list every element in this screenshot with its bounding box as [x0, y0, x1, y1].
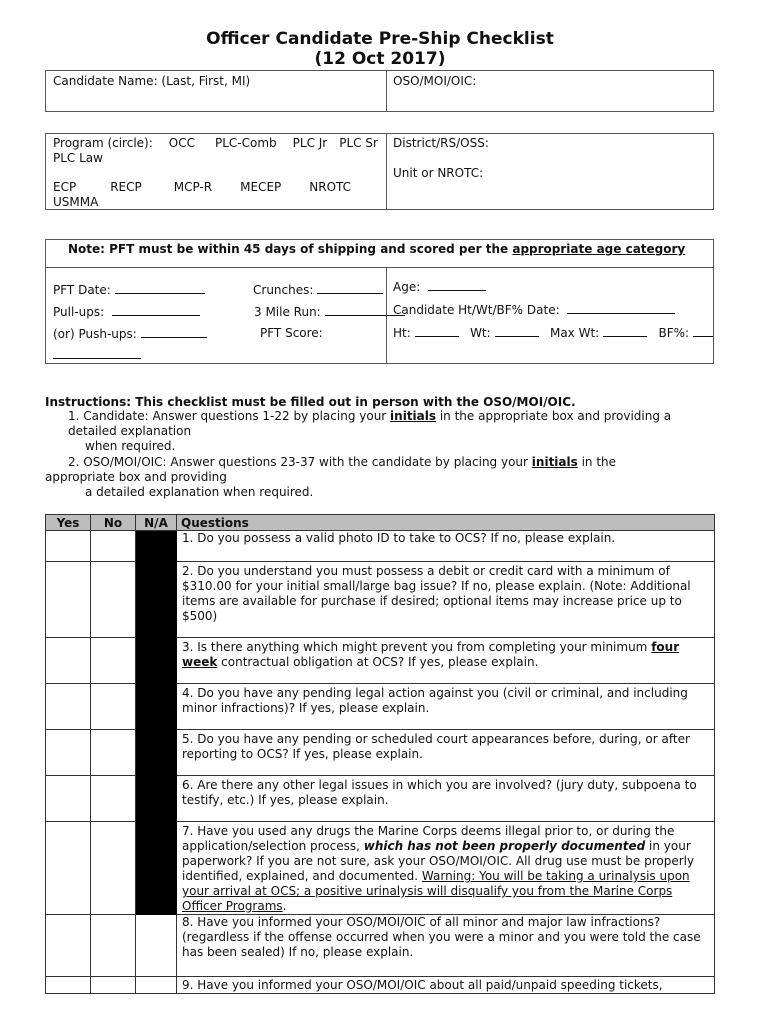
- col-yes: Yes: [46, 515, 91, 531]
- na-cell[interactable]: [136, 915, 177, 977]
- htwt-date-field[interactable]: Candidate Ht/Wt/BF% Date:: [393, 302, 675, 318]
- table-row: [46, 562, 715, 638]
- unit-field[interactable]: Unit or NROTC:: [393, 166, 484, 180]
- yes-cell[interactable]: [46, 638, 91, 684]
- program-plc-law[interactable]: PLC Law: [53, 151, 103, 165]
- na-cell: [136, 776, 177, 822]
- program-plc-sr[interactable]: PLC Sr: [339, 136, 378, 150]
- table-row: [46, 684, 715, 730]
- program-mcp-r[interactable]: MCP-R: [173, 180, 213, 194]
- na-cell[interactable]: [136, 977, 177, 994]
- run-field[interactable]: 3 Mile Run:: [254, 304, 405, 320]
- yes-cell[interactable]: [46, 776, 91, 822]
- instruction-2-cont: a detailed explanation when required.: [85, 485, 314, 499]
- question-6: 6. Are there any other legal issues in which you are involved? (jury duty, subpoena to testify, etc.) If yes, please explain.: [177, 776, 715, 822]
- no-cell[interactable]: [91, 915, 136, 977]
- yes-cell[interactable]: [46, 562, 91, 638]
- question-9: 9. Have you informed your OSO/MOI/OIC about all paid/unpaid speeding tickets,: [177, 977, 715, 994]
- instruction-1-cont: when required.: [85, 439, 176, 453]
- table-row: [46, 776, 715, 822]
- program-mecep[interactable]: MECEP: [240, 180, 282, 194]
- question-7: 7. Have you used any drugs the Marine Corps deems illegal prior to, or during the application/selection process, which has not been properly documented in your paperwork? If you are not sure, ask your OSO/MOI/OIC. All drug use must be properly identified, explained, and documented. Warning: You will be taking a urinalysis upon your arrival at OCS; a positive urinalysis will disqualify you from the Marine Corps Officer Programs.: [177, 822, 715, 915]
- program-recp[interactable]: RECP: [110, 180, 142, 194]
- table-row: [46, 730, 715, 776]
- yes-cell[interactable]: [46, 822, 91, 915]
- blank-line: [53, 358, 141, 359]
- program-occ[interactable]: OCC: [168, 136, 195, 150]
- question-3: 3. Is there anything which might prevent you from completing your minimum four week contractual obligation at OCS? If yes, please explain.: [177, 638, 715, 684]
- na-cell: [136, 531, 177, 562]
- ht-wt-bf-row[interactable]: Ht: Wt: Max Wt: BF%:: [393, 325, 713, 341]
- crunches-field[interactable]: Crunches:: [253, 282, 383, 298]
- question-1: 1. Do you possess a valid photo ID to take to OCS? If no, please explain.: [177, 531, 715, 562]
- candidate-info-box: [45, 70, 714, 112]
- no-cell[interactable]: [91, 562, 136, 638]
- pft-score-field[interactable]: PFT Score:: [260, 326, 323, 340]
- table-header-row: [46, 515, 715, 531]
- oso-field[interactable]: OSO/MOI/OIC:: [393, 74, 477, 88]
- no-cell[interactable]: [91, 531, 136, 562]
- program-label: Program (circle):: [53, 136, 153, 150]
- col-no: No: [91, 515, 136, 531]
- program-row-1: [53, 136, 393, 151]
- yes-cell[interactable]: [46, 684, 91, 730]
- no-cell[interactable]: [91, 730, 136, 776]
- district-field[interactable]: District/RS/OSS:: [393, 136, 489, 150]
- question-2: 2. Do you understand you must possess a debit or credit card with a minimum of $310.00 for your initial small/large bag issue? If no, please explain. (Note: Additional items are available for purchase if desired; optional items may increase price up to $500): [177, 562, 715, 638]
- no-cell[interactable]: [91, 822, 136, 915]
- pullups-field[interactable]: Pull-ups:: [53, 304, 200, 320]
- question-4: 4. Do you have any pending legal action against you (civil or criminal, and including minor infractions)? If yes, please explain.: [177, 684, 715, 730]
- pft-date-field[interactable]: PFT Date:: [53, 282, 205, 298]
- candidate-name-field[interactable]: Candidate Name: (Last, First, MI): [53, 74, 251, 88]
- pft-note: Note: PFT must be within 45 days of shipping and scored per the appropriate age category: [68, 242, 686, 256]
- age-category-link[interactable]: appropriate age category: [512, 242, 686, 256]
- na-cell: [136, 822, 177, 915]
- program-plc-jr[interactable]: PLC Jr: [292, 136, 328, 150]
- instruction-2: 2. OSO/MOI/OIC: Answer questions 23-37 with the candidate by placing your initials in the: [68, 455, 617, 469]
- yes-cell[interactable]: [46, 915, 91, 977]
- program-plc-comb[interactable]: PLC-Comb: [214, 136, 277, 150]
- yes-cell[interactable]: [46, 730, 91, 776]
- program-ecp[interactable]: ECP: [53, 180, 77, 194]
- instruction-2-cont: appropriate box and providing: [45, 470, 227, 484]
- instruction-1: 1. Candidate: Answer questions 1-22 by placing your initials in the appropriate box and providing a: [68, 409, 672, 423]
- table-row: [46, 531, 715, 562]
- yes-cell[interactable]: [46, 977, 91, 994]
- no-cell[interactable]: [91, 638, 136, 684]
- program-row-2: [53, 180, 383, 195]
- question-5: 5. Do you have any pending or scheduled court appearances before, during, or after reporting to OCS? If yes, please explain.: [177, 730, 715, 776]
- divider: [386, 71, 387, 111]
- table-row: [46, 822, 715, 915]
- no-cell[interactable]: [91, 684, 136, 730]
- program-nrotc[interactable]: NROTC: [309, 180, 352, 194]
- program-usmma[interactable]: USMMA: [53, 195, 99, 209]
- col-na: N/A: [136, 515, 177, 531]
- table-row: [46, 638, 715, 684]
- no-cell[interactable]: [91, 776, 136, 822]
- pushups-field[interactable]: (or) Push-ups:: [53, 326, 207, 342]
- instruction-1-cont: detailed explanation: [68, 424, 192, 438]
- instructions-heading: Instructions: This checklist must be filled out in person with the OSO/MOI/OIC.: [45, 395, 576, 409]
- page-title: Officer Candidate Pre-Ship Checklist: [206, 29, 554, 49]
- question-8: 8. Have you informed your OSO/MOI/OIC of all minor and major law infractions? (regardless if the offense occurred when you were a minor and you were told the case has been sealed) If no, please explain.: [177, 915, 715, 977]
- pft-box: [45, 239, 714, 364]
- program-box: [45, 133, 714, 210]
- age-field[interactable]: Age:: [393, 279, 486, 295]
- na-cell: [136, 730, 177, 776]
- divider: [46, 267, 713, 268]
- na-cell: [136, 638, 177, 684]
- table-row: [46, 977, 715, 994]
- na-cell: [136, 684, 177, 730]
- page-date: (12 Oct 2017): [314, 49, 446, 69]
- col-questions: Questions: [177, 515, 715, 531]
- table-row: [46, 915, 715, 977]
- na-cell: [136, 562, 177, 638]
- yes-cell[interactable]: [46, 531, 91, 562]
- no-cell[interactable]: [91, 977, 136, 994]
- checklist-table: [45, 514, 715, 994]
